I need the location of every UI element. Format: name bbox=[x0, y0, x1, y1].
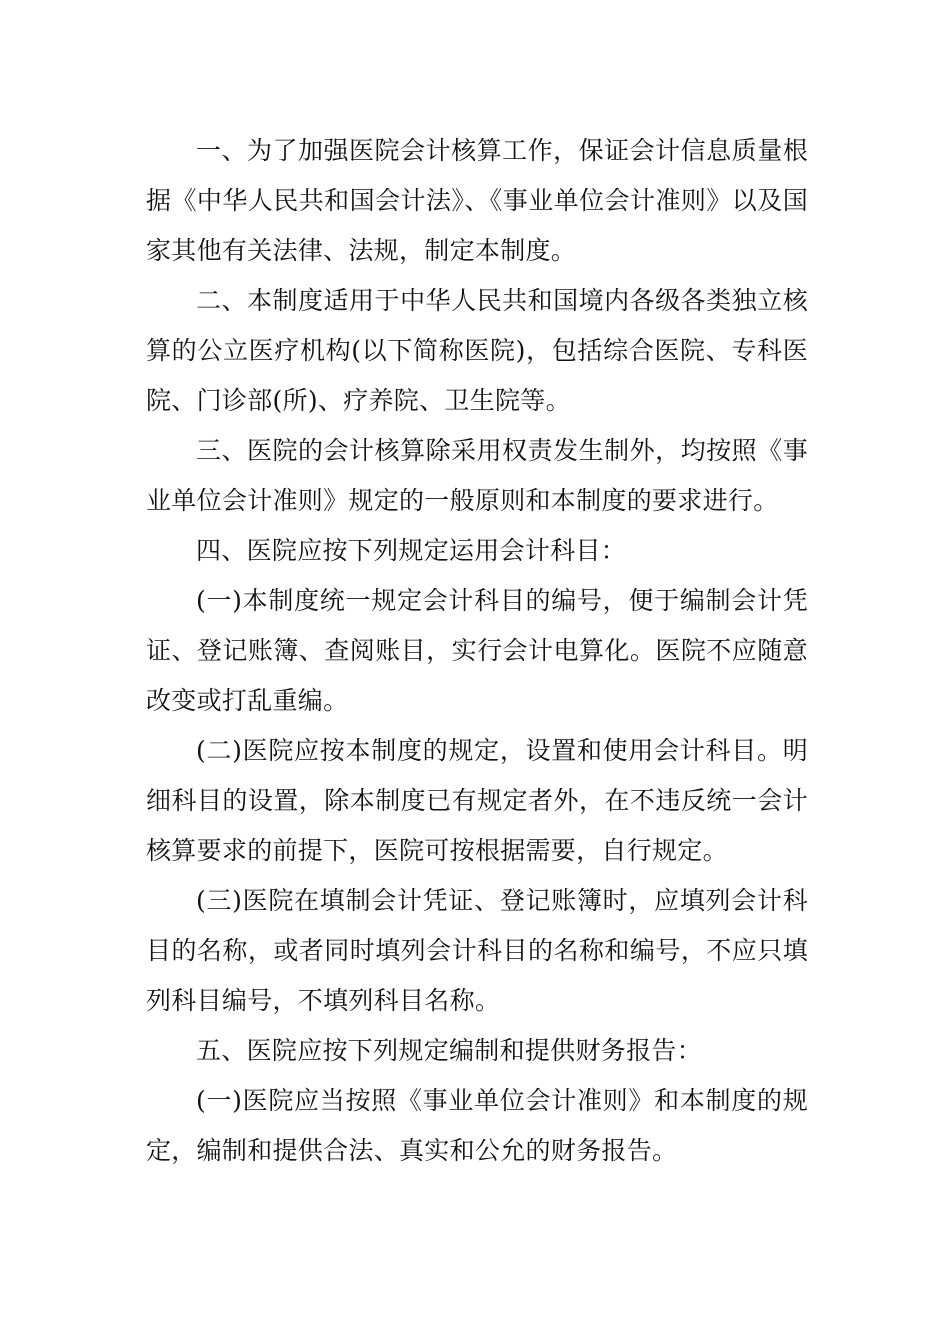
paragraph-8: 五、医院应按下列规定编制和提供财务报告： bbox=[196, 1036, 703, 1065]
paragraph-3: 三、医院的会计核算除采用权责发生制外，均按照《事业单位会计准则》规定的一般原则和本制度的要求进行。 bbox=[146, 436, 808, 515]
paragraph-4: 四、医院应按下列规定运用会计科目： bbox=[196, 536, 627, 565]
paragraph-5: (一)本制度统一规定会计科目的编号，便于编制会计凭证、登记账簿、查阅账目，实行会计电算化。医院不应随意改变或打乱重编。 bbox=[146, 586, 808, 715]
document-body bbox=[146, 126, 808, 1176]
paragraph-9: (一)医院应当按照《事业单位会计准则》和本制度的规定，编制和提供合法、真实和公允的财务报告。 bbox=[146, 1086, 808, 1165]
paragraph-6: (二)医院应按本制度的规定，设置和使用会计科目。明细科目的设置，除本制度已有规定者外，在不违反统一会计核算要求的前提下，医院可按根据需要，自行规定。 bbox=[146, 736, 808, 865]
paragraph-7: (三)医院在填制会计凭证、登记账簿时，应填列会计科目的名称，或者同时填列会计科目的名称和编号，不应只填列科目编号，不填列科目名称。 bbox=[146, 886, 808, 1015]
paragraph-2: 二、本制度适用于中华人民共和国境内各级各类独立核算的公立医疗机构(以下简称医院)，包括综合医院、专科医院、门诊部(所)、疗养院、卫生院等。 bbox=[146, 286, 808, 415]
paragraph-1: 一、为了加强医院会计核算工作，保证会计信息质量根据《中华人民共和国会计法》、《事业单位会计准则》以及国家其他有关法律、法规，制定本制度。 bbox=[146, 136, 808, 265]
